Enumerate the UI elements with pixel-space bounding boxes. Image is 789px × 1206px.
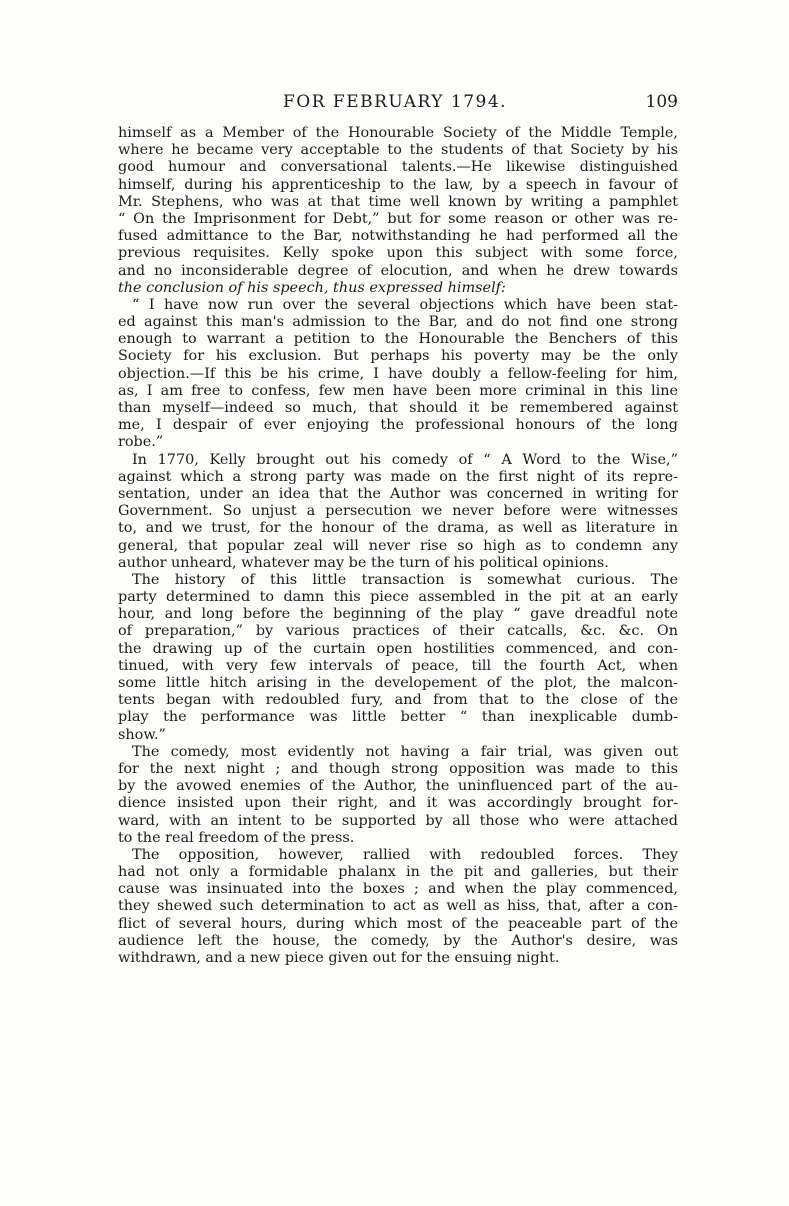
text-line: sentation, under an idea that the Author was concerned in writing for [118, 485, 678, 502]
text-line: cause was insinuated into the boxes ; and when the play commenced, [118, 881, 678, 898]
text-line: fused admittance to the Bar, notwithstanding he had performed all the [118, 228, 678, 245]
text-line: to, and we trust, for the honour of the drama, as well as literature in [118, 520, 678, 537]
text-line: The comedy, most evidently not having a fair trial, was given out [132, 743, 678, 760]
text-line: ward, with an intent to be supported by all those who were attached [118, 812, 678, 829]
running-header [118, 92, 678, 116]
text-line: tinued, with very few intervals of peace, till the fourth Act, when [118, 657, 678, 674]
text-line: flict of several hours, during which most of the peaceable part of the [118, 915, 678, 932]
text-line: the drawing up of the curtain open hostilities commenced, and con- [118, 640, 678, 657]
text-line: party determined to damn this piece assembled in the pit at an early [118, 589, 678, 606]
quotation-line: robe.” [118, 434, 164, 451]
text-line: withdrawn, and a new piece given out for the ensuing night. [118, 950, 560, 966]
text-line: audience left the house, the comedy, by the Author's desire, was [118, 932, 678, 949]
body-text [118, 125, 678, 967]
text-line: Mr. Stephens, who was at that time well known by writing a pamphlet [118, 193, 678, 210]
text-line: and no inconsiderable degree of elocution, and when he drew towards [118, 262, 678, 279]
text-line: tents began with redoubled fury, and from that to the close of the [118, 692, 678, 709]
text-line: The history of this little transaction is somewhat curious. The [132, 571, 678, 588]
text-line: Government. So unjust a persecution we never before were witnesses [118, 503, 678, 520]
text-line: play the performance was little better “ than inexplicable dumb- [118, 709, 678, 726]
text-line: they shewed such determination to act as well as hiss, that, after a con- [118, 898, 678, 915]
text-line: author unheard, whatever may be the turn of his political opinions. [118, 554, 609, 571]
running-title: FOR FEBRUARY 1794. [283, 92, 508, 112]
text-line: hour, and long before the beginning of the play “ gave dreadful note [118, 606, 678, 623]
text-line: previous requisites. Kelly spoke upon this subject with some force, [118, 245, 678, 262]
text-line: for the next night ; and though strong opposition was made to this [118, 760, 678, 777]
text-line: The opposition, however, rallied with redoubled forces. They [132, 846, 678, 863]
quotation-line: me, I despair of ever enjoying the professional honours of the long [118, 417, 678, 434]
quotation-line: ed against this man's admission to the Bar, and do not find one strong [118, 314, 678, 331]
text-line: where he became very acceptable to the students of that Society by his [118, 142, 678, 159]
quotation-line: Society for his exclusion. But perhaps his poverty may be the only [118, 348, 678, 365]
text-line: general, that popular zeal will never rise so high as to condemn any [118, 537, 678, 554]
text-line: dience insisted upon their right, and it was accordingly brought for- [118, 795, 678, 812]
text-line: In 1770, Kelly brought out his comedy of “ A Word to the Wise,” [132, 451, 678, 468]
text-line: by the avowed enemies of the Author, the uninfluenced part of the au- [118, 778, 678, 795]
text-line: good humour and conversational talents.—He likewise distinguished [118, 159, 678, 176]
text-line: “ On the Imprisonment for Debt,” but for some reason or other was re- [118, 210, 678, 227]
text-line: against which a strong party was made on the first night of its repre- [118, 468, 678, 485]
text-line: of preparation,” by various practices of their catcalls, &c. &c. On [118, 623, 678, 640]
text-line: had not only a formidable phalanx in the pit and galleries, but their [118, 864, 678, 881]
text-line: to the real freedom of the press. [118, 829, 355, 846]
text-line: show.” [118, 726, 166, 743]
page-number: 109 [645, 92, 678, 112]
text-line: himself, during his apprenticeship to the law, by a speech in favour of [118, 176, 678, 193]
quotation-line: than myself—indeed so much, that should it be remembered against [118, 400, 678, 416]
text-line: the conclusion of his speech, thus expressed himself: [118, 279, 506, 296]
quotation-line: “ I have now run over the several objections which have been stat- [132, 296, 678, 313]
quotation-line: enough to warrant a petition to the Honourable the Benchers of this [118, 331, 678, 348]
quotation-line: as, I am free to confess, few men have been more criminal in this line [118, 382, 678, 399]
text-line: himself as a Member of the Honourable Society of the Middle Temple, [118, 125, 678, 141]
text-line: some little hitch arising in the developement of the plot, the malcon- [118, 675, 678, 691]
quotation-line: objection.—If this be his crime, I have doubly a fellow-feeling for him, [118, 365, 678, 382]
